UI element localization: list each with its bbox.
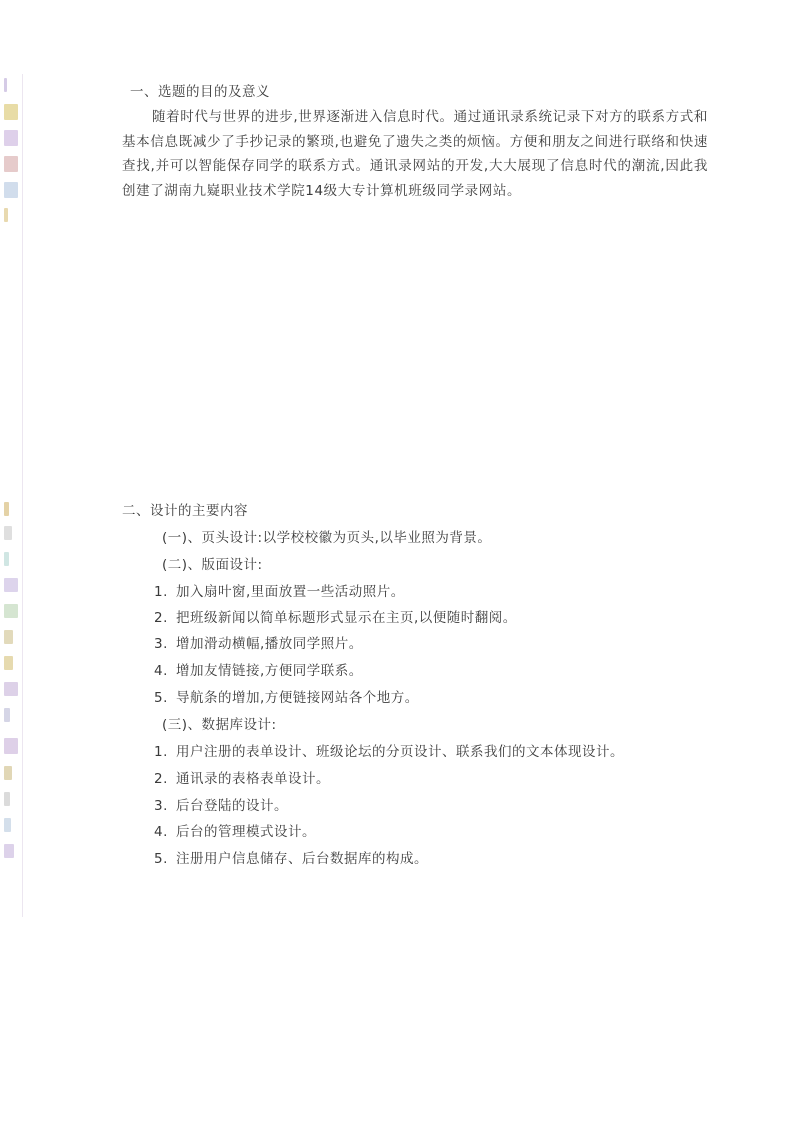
margin-mark: [4, 818, 11, 832]
margin-mark: [4, 104, 18, 120]
margin-mark: [4, 130, 18, 146]
margin-mark: [4, 502, 9, 516]
margin-mark: [4, 156, 18, 172]
margin-mark: [4, 738, 18, 754]
section1-heading: 一、选题的目的及意义: [130, 84, 270, 100]
margin-mark: [4, 552, 9, 566]
margin-mark: [4, 682, 18, 696]
list-item: [154, 580, 405, 600]
list-item-text: 通讯录的表格表单设计。: [176, 771, 330, 787]
section2-part1: (一)、页头设计:以学校校徽为页头,以毕业照为背景。: [162, 530, 492, 546]
list-item-number: 5.: [154, 851, 168, 867]
list-item-text: 增加友情链接,方便同学联系。: [176, 663, 363, 679]
margin-mark: [4, 182, 18, 198]
list-item-text: 增加滑动横幅,播放同学照片。: [176, 636, 363, 652]
margin-mark: [4, 78, 7, 92]
margin-mark: [4, 844, 14, 858]
margin-mark: [4, 578, 18, 592]
margin-mark: [4, 766, 12, 780]
list-item-number: 1.: [154, 584, 168, 600]
margin-mark: [4, 208, 8, 222]
section2-part3-heading: (三)、数据库设计:: [162, 717, 277, 733]
list-item-text: 后台登陆的设计。: [176, 798, 288, 814]
list-item-text: 加入扇叶窗,里面放置一些活动照片。: [176, 584, 405, 600]
section1-paragraph: [122, 105, 708, 203]
list-item-text: 用户注册的表单设计、班级论坛的分页设计、联系我们的文本体现设计。: [176, 744, 624, 760]
list-item-number: 2.: [154, 771, 168, 787]
list-item-number: 3.: [154, 798, 168, 814]
margin-mark: [4, 526, 12, 540]
list-item: [154, 740, 624, 760]
list-item-number: 4.: [154, 824, 168, 840]
section2-heading: 二、设计的主要内容: [122, 503, 248, 519]
list-item-text: 把班级新闻以简单标题形式显示在主页,以便随时翻阅。: [176, 610, 517, 626]
list-item-text: 后台的管理模式设计。: [176, 824, 316, 840]
margin-mark: [4, 604, 18, 618]
list-item: [154, 794, 288, 814]
left-margin-strip: [0, 74, 23, 917]
section2-part2-heading: (二)、版面设计:: [162, 557, 263, 573]
list-item: [154, 686, 419, 706]
list-item: [154, 632, 363, 652]
list-item: [154, 767, 330, 787]
list-item: [154, 847, 428, 867]
section1-paragraph-text: 随着时代与世界的进步,世界逐渐进入信息时代。通过通讯录系统记录下对方的联系方式和基本信息既减少了手抄记录的繁琐,也避免了遗失之类的烦恼。方便和朋友之间进行联络和快速查找,并可以智能保存同学的联系方式。通讯录网站的开发,大大展现了信息时代的潮流,因此我创建了湖南九嶷职业技术学院14级大专计算机班级同学录网站。: [122, 109, 708, 199]
list-item-text: 注册用户信息储存、后台数据库的构成。: [176, 851, 428, 867]
margin-mark: [4, 708, 10, 722]
list-item-text: 导航条的增加,方便链接网站各个地方。: [176, 690, 419, 706]
list-item: [154, 820, 316, 840]
margin-mark: [4, 792, 10, 806]
list-item-number: 4.: [154, 663, 168, 679]
list-item-number: 2.: [154, 610, 168, 626]
list-item-number: 5.: [154, 690, 168, 706]
margin-mark: [4, 656, 13, 670]
margin-mark: [4, 630, 13, 644]
list-item: [154, 659, 363, 679]
list-item-number: 1.: [154, 744, 168, 760]
list-item: [154, 606, 517, 626]
list-item-number: 3.: [154, 636, 168, 652]
